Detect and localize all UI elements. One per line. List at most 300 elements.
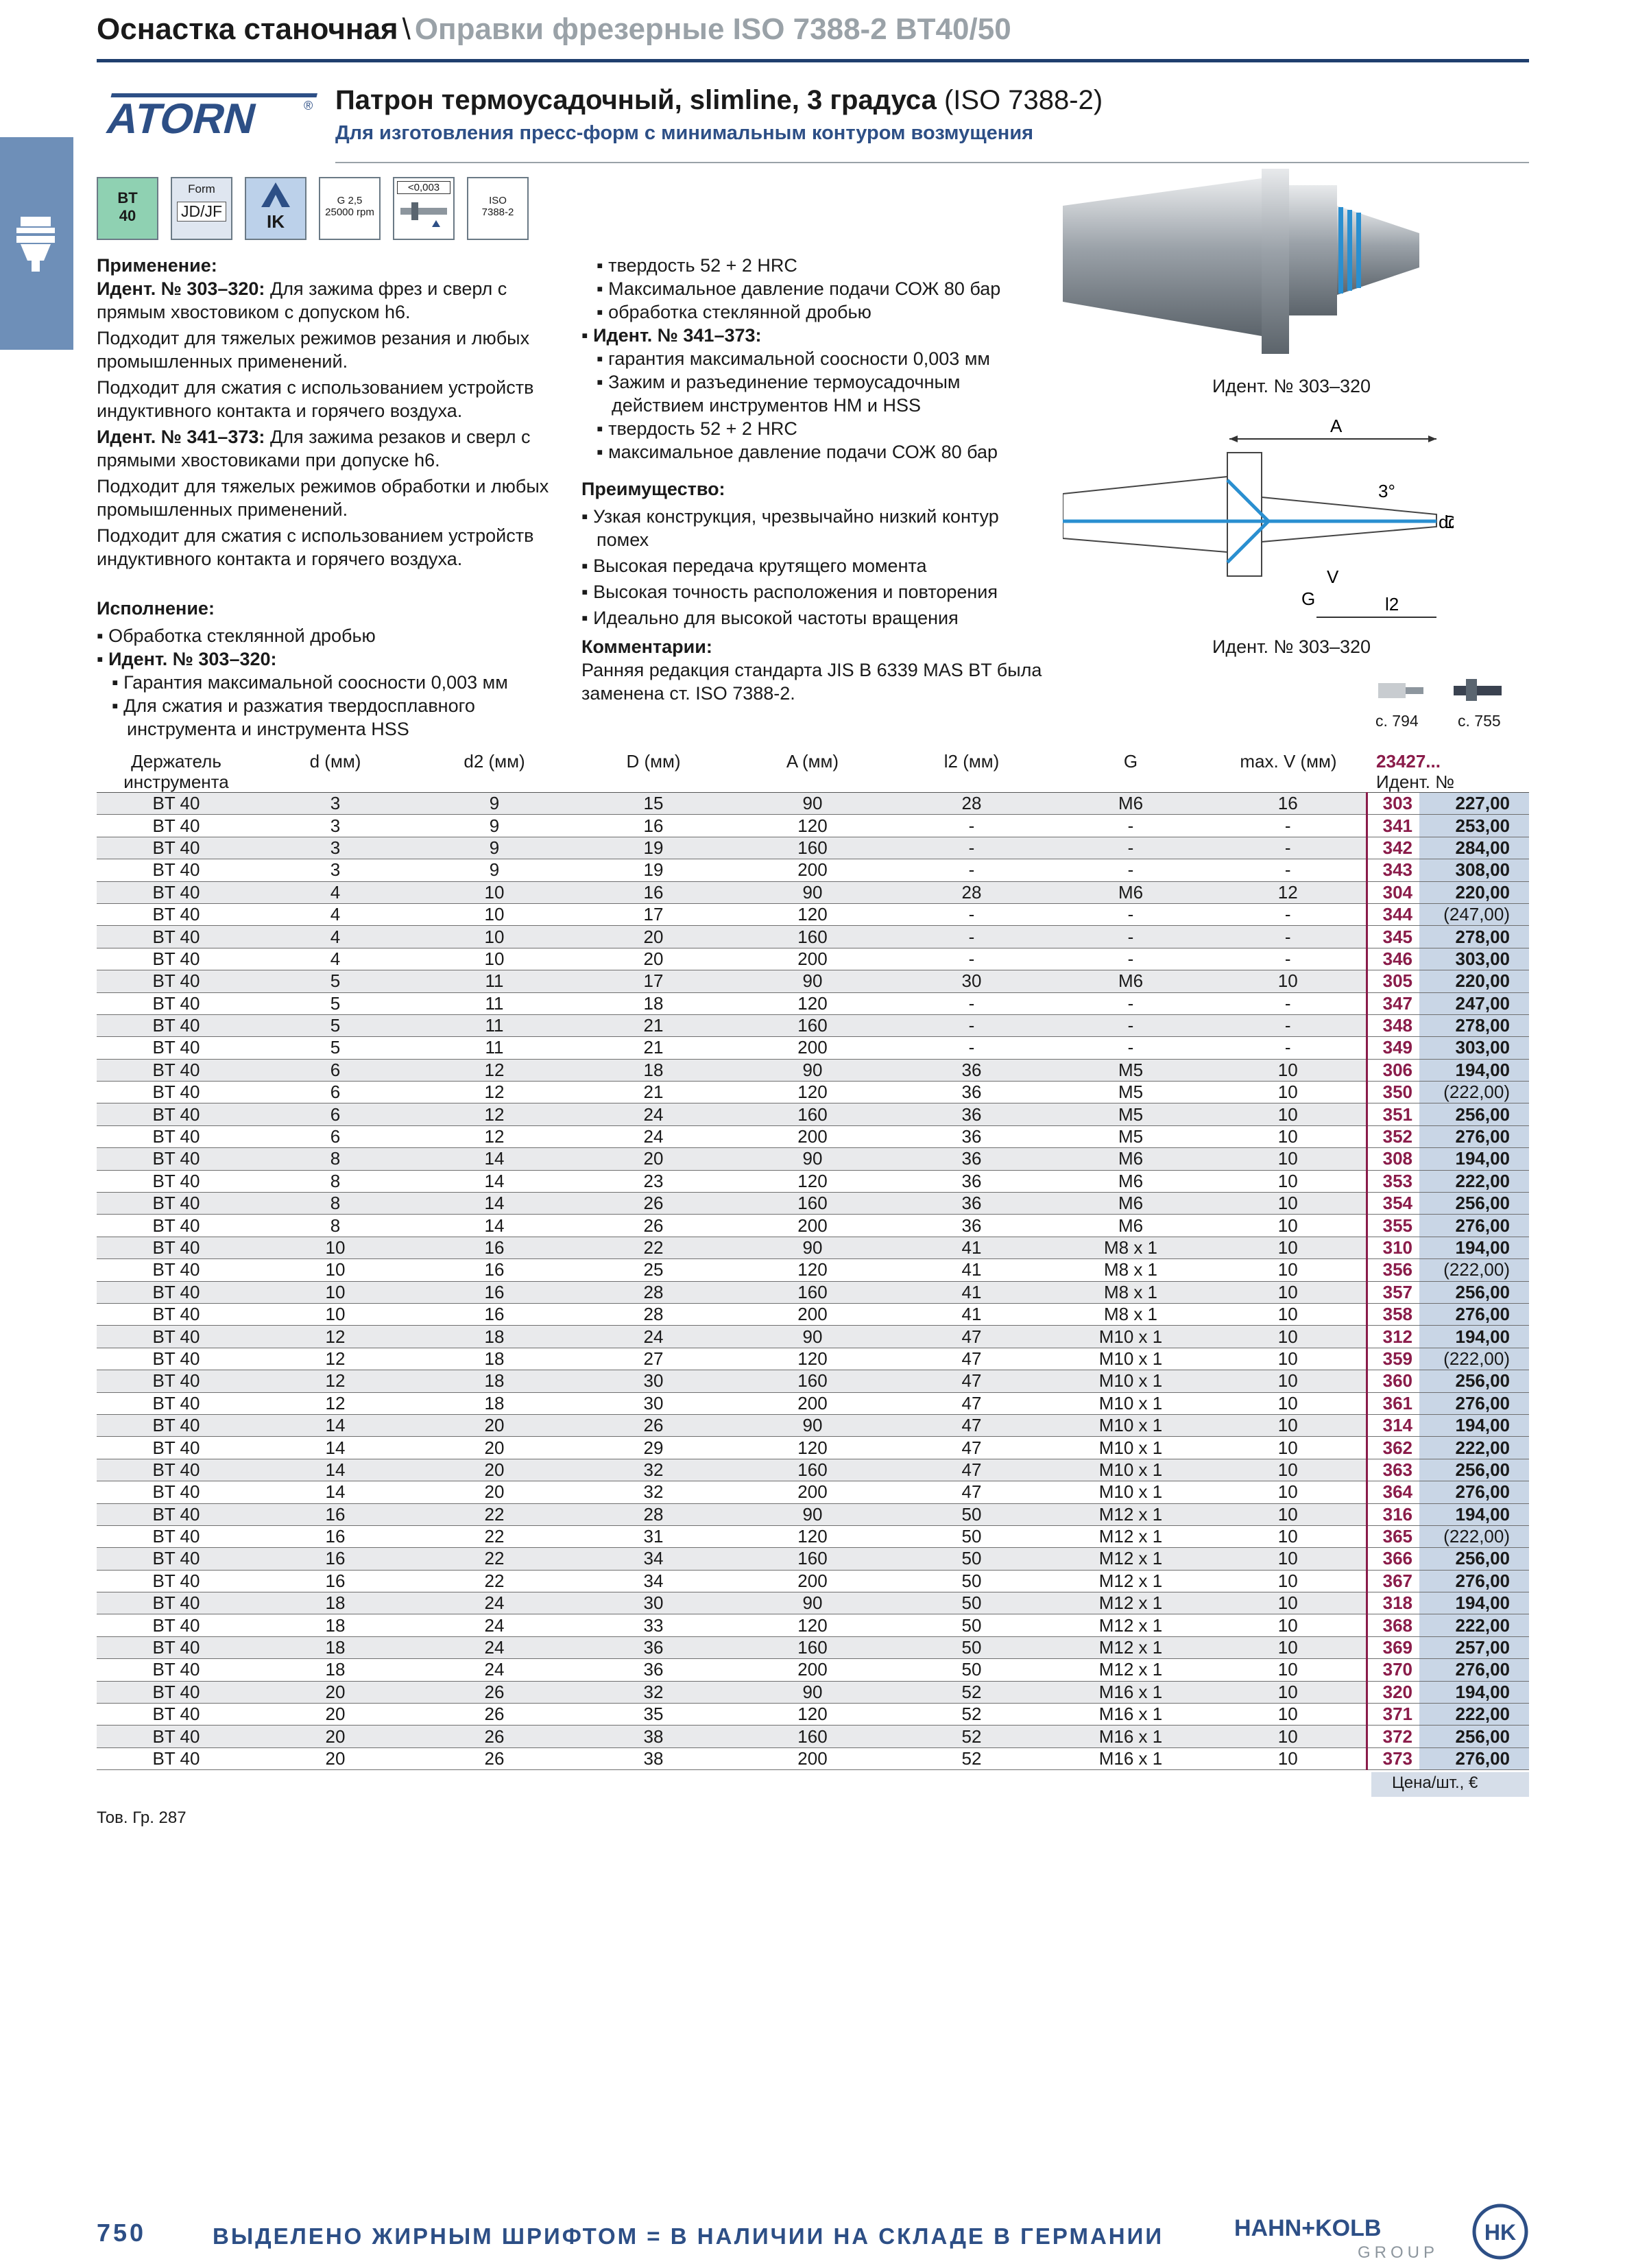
price-cell: 276,00: [1419, 1570, 1529, 1592]
table-cell: M10 x 1: [1051, 1414, 1210, 1436]
dim-label-G: G: [1301, 588, 1316, 609]
table-cell: 22: [415, 1503, 574, 1525]
article-id-cell: 372: [1367, 1726, 1419, 1747]
table-cell: 200: [733, 1125, 892, 1147]
table-row: [97, 1215, 1529, 1237]
table-cell: 5: [256, 992, 415, 1014]
dim-label-l2: l2: [1385, 594, 1399, 614]
chapter-tab: [0, 137, 73, 350]
price-cell: 256,00: [1419, 1726, 1529, 1747]
table-cell: 10: [1210, 1548, 1367, 1570]
table-row: [97, 1570, 1529, 1592]
coolant-arrow-icon: [258, 181, 293, 208]
form-badge: [171, 177, 232, 240]
description-column-1: [97, 254, 563, 741]
col-header: max. V (мм): [1210, 750, 1367, 793]
article-id-cell: 342: [1367, 837, 1419, 859]
table-cell: 18: [256, 1614, 415, 1636]
table-cell: 11: [415, 1037, 574, 1059]
article-id-cell: 350: [1367, 1082, 1419, 1103]
table-cell: -: [1051, 1014, 1210, 1036]
table-cell: BT 40: [97, 903, 256, 925]
article-id-cell: 310: [1367, 1237, 1419, 1258]
table-cell: 10: [415, 881, 574, 903]
table-cell: 6: [256, 1125, 415, 1147]
table-cell: 16: [415, 1281, 574, 1303]
price-cell: (222,00): [1419, 1259, 1529, 1281]
table-row: [97, 903, 1529, 925]
table-cell: 10: [1210, 1193, 1367, 1215]
table-cell: 20: [574, 1148, 733, 1170]
table-cell: 12: [1210, 881, 1367, 903]
dim-label-angle: 3°: [1378, 481, 1395, 501]
table-cell: 160: [733, 1014, 892, 1036]
table-cell: 90: [733, 1503, 892, 1525]
product-title: [335, 85, 1103, 116]
table-cell: 10: [1210, 1082, 1367, 1103]
table-row: [97, 1148, 1529, 1170]
table-cell: 10: [1210, 1437, 1367, 1459]
table-cell: BT 40: [97, 1659, 256, 1681]
price-cell: 276,00: [1419, 1659, 1529, 1681]
table-cell: 8: [256, 1170, 415, 1192]
table-cell: 200: [733, 1659, 892, 1681]
table-cell: 120: [733, 1437, 892, 1459]
price-cell: (222,00): [1419, 1082, 1529, 1103]
table-cell: 18: [574, 1059, 733, 1081]
table-cell: 16: [256, 1548, 415, 1570]
table-cell: M12 x 1: [1051, 1548, 1210, 1570]
article-id-cell: 348: [1367, 1014, 1419, 1036]
table-cell: M12 x 1: [1051, 1614, 1210, 1636]
col-header: Держатель инструмента: [97, 750, 256, 793]
table-cell: -: [1210, 859, 1367, 881]
table-cell: 12: [256, 1326, 415, 1348]
table-row: [97, 1636, 1529, 1658]
table-cell: 47: [892, 1392, 1051, 1414]
table-cell: 22: [574, 1237, 733, 1258]
table-cell: M10 x 1: [1051, 1392, 1210, 1414]
table-cell: 120: [733, 1614, 892, 1636]
table-row: [97, 1303, 1529, 1325]
table-cell: M8 x 1: [1051, 1281, 1210, 1303]
design-subitem: ▪ Для сжатия и разжатия твердосплавного инструмента и инструмента HSS: [112, 695, 475, 739]
table-cell: 10: [1210, 1659, 1367, 1681]
table-cell: -: [892, 992, 1051, 1014]
table-cell: 10: [1210, 1747, 1367, 1769]
advantage-item: ▪ Высокая передача крутящего момента: [581, 556, 927, 576]
table-cell: 10: [1210, 1170, 1367, 1192]
table-row: [97, 1437, 1529, 1459]
article-id-cell: 344: [1367, 903, 1419, 925]
table-cell: 50: [892, 1636, 1051, 1658]
table-cell: 10: [1210, 1148, 1367, 1170]
price-cell: (222,00): [1419, 1525, 1529, 1547]
table-cell: M10 x 1: [1051, 1326, 1210, 1348]
table-cell: 10: [1210, 1459, 1367, 1481]
table-cell: BT 40: [97, 1193, 256, 1215]
table-cell: BT 40: [97, 1704, 256, 1726]
table-cell: 10: [1210, 1636, 1367, 1658]
price-cell: 222,00: [1419, 1170, 1529, 1192]
application-item: Подходит для сжатия с использованием устройств индуктивного контакта и горячего воздуха.: [97, 377, 534, 421]
table-cell: 36: [892, 1125, 1051, 1147]
table-cell: BT 40: [97, 1148, 256, 1170]
table-cell: -: [1051, 815, 1210, 837]
table-cell: 26: [415, 1726, 574, 1747]
table-cell: -: [1051, 837, 1210, 859]
table-cell: 90: [733, 1326, 892, 1348]
table-cell: 12: [256, 1370, 415, 1392]
price-cell: 253,00: [1419, 815, 1529, 837]
table-cell: M16 x 1: [1051, 1681, 1210, 1703]
table-cell: 52: [892, 1747, 1051, 1769]
table-cell: 18: [415, 1326, 574, 1348]
price-cell: 278,00: [1419, 926, 1529, 948]
design-item: ▪ Идент. № 341–373:: [581, 325, 762, 346]
col-header: d2 (мм): [415, 750, 574, 793]
article-id-cell: 308: [1367, 1148, 1419, 1170]
ik-label: IK: [267, 211, 285, 232]
table-cell: 11: [415, 992, 574, 1014]
page-ref-link[interactable]: с. 794: [1375, 712, 1419, 730]
table-cell: 18: [415, 1348, 574, 1370]
table-cell: 8: [256, 1148, 415, 1170]
table-cell: 6: [256, 1082, 415, 1103]
article-id-cell: 345: [1367, 926, 1419, 948]
table-cell: 11: [415, 1014, 574, 1036]
table-cell: 10: [415, 926, 574, 948]
table-row: [97, 948, 1529, 970]
article-id-cell: 343: [1367, 859, 1419, 881]
table-cell: 20: [256, 1726, 415, 1747]
application-item: Идент. № 303–320: Для зажима фрез и сверл с прямым хвостовиком с допуском h6.: [97, 278, 507, 322]
table-cell: 26: [574, 1193, 733, 1215]
accessory-thumbnail: [1371, 672, 1426, 708]
article-id-cell: 371: [1367, 1704, 1419, 1726]
table-cell: -: [892, 1037, 1051, 1059]
table-row: [97, 1459, 1529, 1481]
price-cell: 284,00: [1419, 837, 1529, 859]
table-row: [97, 1747, 1529, 1769]
table-cell: 16: [256, 1570, 415, 1592]
table-row: [97, 1370, 1529, 1392]
header-separator: \: [402, 12, 411, 46]
table-cell: M10 x 1: [1051, 1481, 1210, 1503]
table-cell: 120: [733, 1170, 892, 1192]
article-id-cell: 354: [1367, 1193, 1419, 1215]
artno-prefix: 23427...: [1376, 751, 1441, 772]
table-cell: 20: [415, 1437, 574, 1459]
table-cell: 14: [256, 1459, 415, 1481]
table-cell: 41: [892, 1259, 1051, 1281]
table-cell: 200: [733, 948, 892, 970]
table-cell: 12: [415, 1103, 574, 1125]
table-cell: 32: [574, 1681, 733, 1703]
design-subitem: ▪ максимальное давление подачи СОЖ 80 бар: [597, 442, 998, 462]
table-cell: 200: [733, 1037, 892, 1059]
table-cell: 34: [574, 1548, 733, 1570]
table-cell: 38: [574, 1726, 733, 1747]
hahn-kolb-logo: [1234, 2201, 1529, 2263]
table-cell: 31: [574, 1525, 733, 1547]
page-header: [97, 12, 1011, 47]
table-cell: 14: [415, 1193, 574, 1215]
artno-header: [1367, 750, 1529, 793]
design-subitem: ▪ Гарантия максимальной соосности 0,003 мм: [112, 672, 508, 693]
table-cell: 8: [256, 1215, 415, 1237]
table-cell: M12 x 1: [1051, 1659, 1210, 1681]
table-cell: 36: [892, 1170, 1051, 1192]
table-cell: 10: [1210, 1525, 1367, 1547]
article-id-cell: 306: [1367, 1059, 1419, 1081]
table-cell: BT 40: [97, 1125, 256, 1147]
design-subitem: ▪ гарантия максимальной соосности 0,003 мм: [597, 348, 990, 369]
table-cell: BT 40: [97, 1103, 256, 1125]
col-header: G: [1051, 750, 1210, 793]
table-cell: -: [1051, 992, 1210, 1014]
table-row: [97, 1548, 1529, 1570]
table-cell: 50: [892, 1592, 1051, 1614]
table-cell: 160: [733, 1548, 892, 1570]
table-cell: -: [1210, 992, 1367, 1014]
table-cell: 20: [415, 1459, 574, 1481]
table-cell: 120: [733, 1259, 892, 1281]
atorn-logo: [97, 88, 323, 143]
price-cell: 256,00: [1419, 1103, 1529, 1125]
table-cell: 26: [415, 1704, 574, 1726]
article-id-cell: 365: [1367, 1525, 1419, 1547]
table-cell: 10: [1210, 1414, 1367, 1436]
table-row: [97, 1659, 1529, 1681]
table-cell: -: [892, 859, 1051, 881]
table-cell: 14: [256, 1414, 415, 1436]
table-cell: 36: [892, 1193, 1051, 1215]
table-cell: 12: [415, 1082, 574, 1103]
table-cell: 20: [574, 948, 733, 970]
table-cell: 10: [1210, 1103, 1367, 1125]
table-cell: 26: [574, 1414, 733, 1436]
table-cell: -: [892, 926, 1051, 948]
application-item: Подходит для тяжелых режимов резания и любых промышленных применений.: [97, 328, 530, 372]
table-cell: 15: [574, 793, 733, 815]
bt40-line1: BT: [117, 189, 138, 206]
table-row: [97, 992, 1529, 1014]
iso-line1: ISO: [489, 195, 507, 206]
price-cell: 276,00: [1419, 1481, 1529, 1503]
price-unit-label: Цена/шт., €: [1392, 1774, 1478, 1792]
col-header: A (мм): [733, 750, 892, 793]
table-cell: 16: [574, 881, 733, 903]
article-id-cell: 369: [1367, 1636, 1419, 1658]
table-cell: 20: [415, 1414, 574, 1436]
table-cell: 200: [733, 1215, 892, 1237]
form-badge-top: Form: [188, 182, 215, 195]
table-cell: -: [1210, 815, 1367, 837]
article-id-cell: 316: [1367, 1503, 1419, 1525]
svg-text:®: ®: [304, 99, 313, 112]
table-row: [97, 1237, 1529, 1258]
table-row: [97, 1103, 1529, 1125]
article-id-cell: 366: [1367, 1548, 1419, 1570]
application-item: Подходит для тяжелых режимов обработки и любых промышленных применений.: [97, 476, 549, 520]
table-cell: 16: [256, 1503, 415, 1525]
table-cell: 50: [892, 1548, 1051, 1570]
table-cell: 28: [574, 1503, 733, 1525]
table-cell: 19: [574, 837, 733, 859]
table-body: [97, 793, 1529, 1770]
table-cell: 11: [415, 970, 574, 992]
application-item: Подходит для сжатия с использованием устройств индуктивного контакта и горячего воздуха.: [97, 525, 534, 569]
table-cell: 52: [892, 1681, 1051, 1703]
table-cell: 36: [574, 1636, 733, 1658]
design-item: ▪ Обработка стеклянной дробью: [97, 625, 376, 646]
table-cell: BT 40: [97, 1592, 256, 1614]
table-cell: 24: [415, 1636, 574, 1658]
table-cell: M5: [1051, 1125, 1210, 1147]
internal-coolant-badge: [245, 177, 306, 240]
table-row: [97, 1592, 1529, 1614]
table-cell: 10: [256, 1281, 415, 1303]
table-cell: 38: [574, 1747, 733, 1769]
table-cell: 10: [1210, 1303, 1367, 1325]
table-cell: 36: [892, 1059, 1051, 1081]
table-row: [97, 1037, 1529, 1059]
table-cell: 25: [574, 1259, 733, 1281]
table-cell: 12: [415, 1125, 574, 1147]
page-ref-link[interactable]: с. 755: [1458, 712, 1501, 730]
table-cell: BT 40: [97, 1726, 256, 1747]
table-cell: M6: [1051, 881, 1210, 903]
price-cell: 220,00: [1419, 970, 1529, 992]
table-cell: 12: [256, 1348, 415, 1370]
table-row: [97, 1125, 1529, 1147]
dim-label-d: d: [1439, 512, 1449, 532]
accessory-thumbnail: [1451, 672, 1506, 708]
table-cell: 27: [574, 1348, 733, 1370]
table-cell: 20: [415, 1481, 574, 1503]
table-cell: 10: [256, 1237, 415, 1258]
table-row: [97, 1259, 1529, 1281]
description-column-2: [581, 254, 1048, 705]
table-cell: 41: [892, 1237, 1051, 1258]
price-cell: 194,00: [1419, 1326, 1529, 1348]
table-cell: 24: [415, 1659, 574, 1681]
table-cell: 28: [574, 1281, 733, 1303]
article-id-cell: 356: [1367, 1259, 1419, 1281]
article-id-cell: 362: [1367, 1437, 1419, 1459]
page-number: 750: [97, 2219, 147, 2247]
table-cell: BT 40: [97, 1259, 256, 1281]
table-cell: M10 x 1: [1051, 1437, 1210, 1459]
price-cell: 222,00: [1419, 1614, 1529, 1636]
comments-text: Ранняя редакция стандарта JIS B 6339 MAS BT была заменена ст. ISO 7388-2.: [581, 660, 1042, 704]
table-cell: 4: [256, 926, 415, 948]
table-cell: M12 x 1: [1051, 1570, 1210, 1592]
hk-logo-letters: HK: [1484, 2220, 1517, 2245]
photo-caption: Идент. № 303–320: [1212, 376, 1371, 396]
table-cell: 32: [574, 1481, 733, 1503]
table-row: [97, 1392, 1529, 1414]
table-cell: -: [1051, 859, 1210, 881]
table-cell: M10 x 1: [1051, 1370, 1210, 1392]
table-cell: BT 40: [97, 992, 256, 1014]
dim-label-d2: d: [1448, 512, 1454, 532]
table-cell: 120: [733, 1525, 892, 1547]
table-row: [97, 1059, 1529, 1081]
table-cell: 36: [892, 1215, 1051, 1237]
table-cell: 41: [892, 1303, 1051, 1325]
price-cell: 227,00: [1419, 793, 1529, 815]
dim-label-V: V: [1327, 566, 1339, 587]
table-cell: 120: [733, 1348, 892, 1370]
table-cell: 160: [733, 1370, 892, 1392]
table-cell: 14: [415, 1170, 574, 1192]
table-cell: M6: [1051, 1170, 1210, 1192]
table-cell: 90: [733, 1237, 892, 1258]
price-cell: 276,00: [1419, 1303, 1529, 1325]
article-id-cell: 360: [1367, 1370, 1419, 1392]
table-row: [97, 970, 1529, 992]
tool-holder-icon: [11, 213, 60, 274]
iso-badge: [467, 177, 529, 240]
dim-label-D: D: [1444, 512, 1454, 532]
table-cell: 160: [733, 1636, 892, 1658]
table-cell: 26: [415, 1747, 574, 1769]
table-cell: 16: [256, 1525, 415, 1547]
product-title-main: Патрон термоусадочный, slimline, 3 градуса: [335, 85, 937, 115]
table-cell: 33: [574, 1614, 733, 1636]
price-cell: 256,00: [1419, 1548, 1529, 1570]
table-cell: 28: [892, 881, 1051, 903]
price-cell: 194,00: [1419, 1592, 1529, 1614]
table-cell: 120: [733, 992, 892, 1014]
table-cell: 34: [574, 1570, 733, 1592]
subcategory-title: Оправки фрезерные ISO 7388-2 BT40/50: [414, 12, 1011, 46]
table-cell: BT 40: [97, 793, 256, 815]
table-cell: M12 x 1: [1051, 1592, 1210, 1614]
table-cell: 36: [892, 1082, 1051, 1103]
table-cell: BT 40: [97, 1326, 256, 1348]
price-cell: 276,00: [1419, 1215, 1529, 1237]
product-photo: [1063, 165, 1419, 370]
table-cell: 120: [733, 1082, 892, 1103]
table-cell: 30: [574, 1370, 733, 1392]
table-cell: -: [1051, 1037, 1210, 1059]
table-row: [97, 1614, 1529, 1636]
price-cell: 308,00: [1419, 859, 1529, 881]
table-cell: 50: [892, 1614, 1051, 1636]
table-cell: 47: [892, 1459, 1051, 1481]
price-cell: 276,00: [1419, 1747, 1529, 1769]
table-cell: 10: [1210, 1059, 1367, 1081]
table-cell: 5: [256, 1037, 415, 1059]
table-cell: 90: [733, 1148, 892, 1170]
table-cell: -: [892, 903, 1051, 925]
price-cell: 194,00: [1419, 1059, 1529, 1081]
table-row: [97, 1281, 1529, 1303]
table-row: [97, 1503, 1529, 1525]
concentricity-value: <0,003: [397, 181, 450, 194]
table-cell: 160: [733, 1726, 892, 1747]
dim-label-A: A: [1330, 416, 1343, 436]
table-cell: 5: [256, 1014, 415, 1036]
table-cell: 90: [733, 1592, 892, 1614]
table-cell: 50: [892, 1525, 1051, 1547]
article-id-cell: 351: [1367, 1103, 1419, 1125]
drawing-caption: Идент. № 303–320: [1212, 636, 1371, 657]
table-cell: 160: [733, 1103, 892, 1125]
